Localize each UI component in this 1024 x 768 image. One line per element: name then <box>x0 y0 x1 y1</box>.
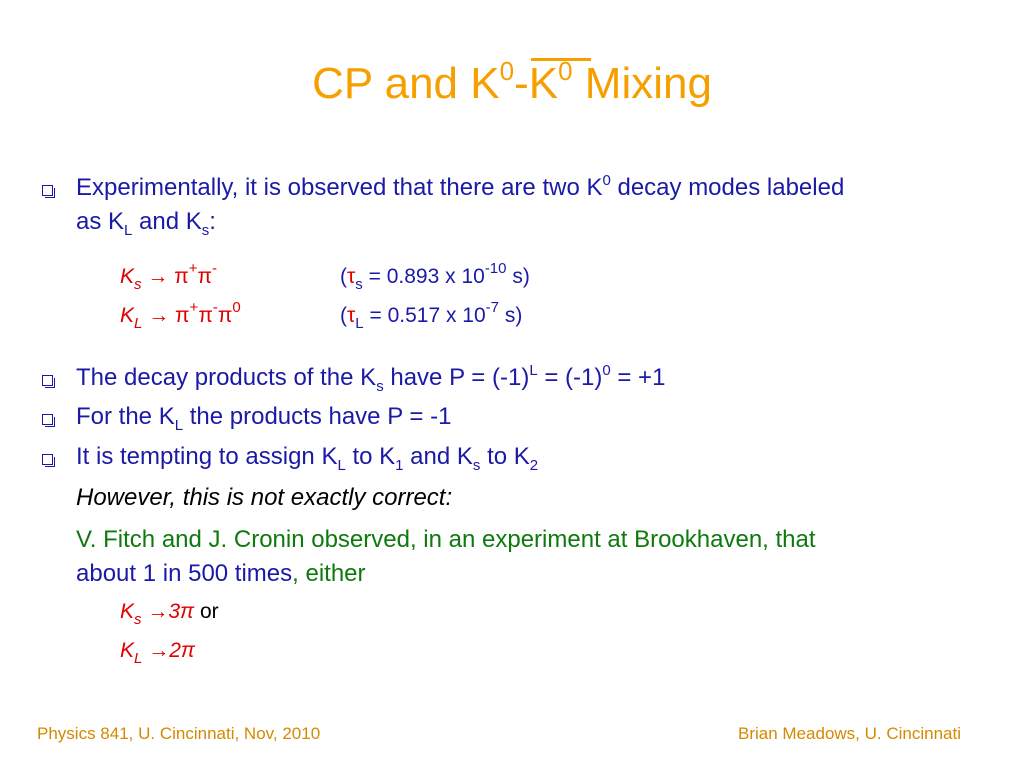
bullet-2-sub-a: s <box>376 378 384 395</box>
title-sup-2: 0 <box>558 56 573 86</box>
footer-right: Brian Meadows, U. Cincinnati <box>738 724 961 743</box>
bullet-2-text-c: = (-1) <box>537 364 603 391</box>
title-text-1: CP and K <box>312 59 500 108</box>
bullet-1-sup-a: 0 <box>602 172 611 189</box>
fitch-line-2b: , either <box>292 560 366 587</box>
decay-2-sub: L <box>134 315 143 332</box>
decay-2-tau-sub: L <box>355 315 364 332</box>
decay-2-rhs: = 0.517 x 10 <box>363 304 486 327</box>
bullet-marker-icon <box>42 185 53 196</box>
decay-2-open: ( <box>340 304 347 327</box>
decay-1-tau-sub: s <box>355 276 363 293</box>
k-bar <box>528 56 573 108</box>
title-sup-1: 0 <box>499 56 515 86</box>
decay-2-k: K <box>120 304 135 327</box>
title-dash: - <box>514 59 529 108</box>
decay-2-pi2: π <box>198 304 213 327</box>
bullet-4 <box>76 440 1006 474</box>
bullet-4-sub-a: L <box>337 457 346 474</box>
decay-2-tau: τ <box>347 304 356 327</box>
bullet-1-text-e: : <box>209 208 216 235</box>
decay-2-pi1-sup: + <box>189 299 199 316</box>
bullet-1-sub-c: L <box>124 222 133 239</box>
arrow-right-icon: → <box>148 304 170 327</box>
decay-1-sub: s <box>134 276 142 293</box>
decay-4-rhs: 2π <box>169 639 195 662</box>
fitch-cronin-paragraph <box>76 523 1006 591</box>
arrow-right-icon: → <box>147 265 169 288</box>
decay-kl <box>120 299 523 332</box>
bullet-4-text-a: It is tempting to assign K <box>76 443 338 470</box>
bullet-2-text-b: have P = (-1) <box>383 364 530 391</box>
decay-1-rhs: = 0.893 x 10 <box>362 265 485 288</box>
bullet-4-text-c: and K <box>403 443 473 470</box>
bullet-2-sup-c: 0 <box>602 362 611 379</box>
title-text-3: Mixing <box>572 59 712 108</box>
bullet-1-text-d: and K <box>132 208 202 235</box>
decay-1-k: K <box>120 265 135 288</box>
bullet-4-text-d: to K <box>480 443 530 470</box>
decay-4-sub: L <box>134 650 143 667</box>
decay-1-pi2-sup: - <box>211 260 217 277</box>
decay-3-rhs: 3π <box>168 600 195 623</box>
decay-3-sub: s <box>134 611 142 628</box>
bullet-4-sub-d: 2 <box>529 457 539 474</box>
fitch-line-1: V. Fitch and J. Cronin observed, in an experiment at Brookhaven, that <box>76 526 816 553</box>
lifetime-kl <box>340 301 522 331</box>
decay-1-pi2: π <box>197 265 212 288</box>
decay-2-exp: -7 <box>485 299 499 316</box>
decay-1-pi1: π <box>174 265 189 288</box>
decay-2-pi2-sup: - <box>212 299 218 316</box>
bullet-marker-icon <box>42 375 53 386</box>
lifetime-ks <box>340 262 530 292</box>
decay-1-exp: -10 <box>484 260 507 277</box>
fitch-line-2a: about 1 in 500 times <box>76 560 293 587</box>
bullet-2-sup-b: L <box>529 362 538 379</box>
decay-2-pi3-sup: 0 <box>232 299 241 316</box>
bullet-3-sub-a: L <box>174 417 184 434</box>
decay-3-or: or <box>194 600 219 623</box>
bullet-3-text-b: the products have P = -1 <box>183 403 452 430</box>
decay-2-pi3: π <box>217 304 233 327</box>
title-text-2: K <box>528 59 559 108</box>
bullet-2-text-a: The decay products of the K <box>76 364 377 391</box>
decay-ks <box>120 260 530 293</box>
bullet-1-text-c: as K <box>76 208 125 235</box>
bullet-4-sub-b: 1 <box>395 457 404 474</box>
decay-3-k: K <box>120 600 135 623</box>
arrow-right-icon: → <box>148 639 170 662</box>
bullet-marker-icon <box>42 414 53 425</box>
bullet-3 <box>76 400 1006 434</box>
slide-title <box>0 56 1024 108</box>
bullet-1-text-a: Experimentally, it is observed that there are two K <box>76 174 603 201</box>
bullet-1-text-b: decay modes labeled <box>610 174 845 201</box>
decay-4-k: K <box>120 639 135 662</box>
bullet-1-sub-d: s <box>201 222 210 239</box>
bullet-marker-icon <box>42 454 53 465</box>
decay-1-tau: τ <box>347 265 356 288</box>
bullet-2 <box>76 361 1006 395</box>
decay-1-close: s) <box>506 265 530 288</box>
decay-1-pi1-sup: + <box>188 260 198 277</box>
bullet-1 <box>76 171 1006 239</box>
decay-ks-3pi <box>120 597 219 627</box>
decay-kl-2pi <box>120 636 195 666</box>
bullet-3-text-a: For the K <box>76 403 175 430</box>
bullet-4-sub-c: s <box>472 457 481 474</box>
decay-2-pi1: π <box>175 304 190 327</box>
decay-2-close: s) <box>499 304 523 327</box>
bullet-2-text-d: = +1 <box>610 364 666 391</box>
bullet-4-text-b: to K <box>345 443 396 470</box>
arrow-right-icon: → <box>147 600 169 623</box>
footer-left: Physics 841, U. Cincinnati, Nov, 2010 <box>37 724 321 743</box>
however-note: However, this is not exactly correct: <box>76 484 453 511</box>
decay-1-open: ( <box>340 265 347 288</box>
